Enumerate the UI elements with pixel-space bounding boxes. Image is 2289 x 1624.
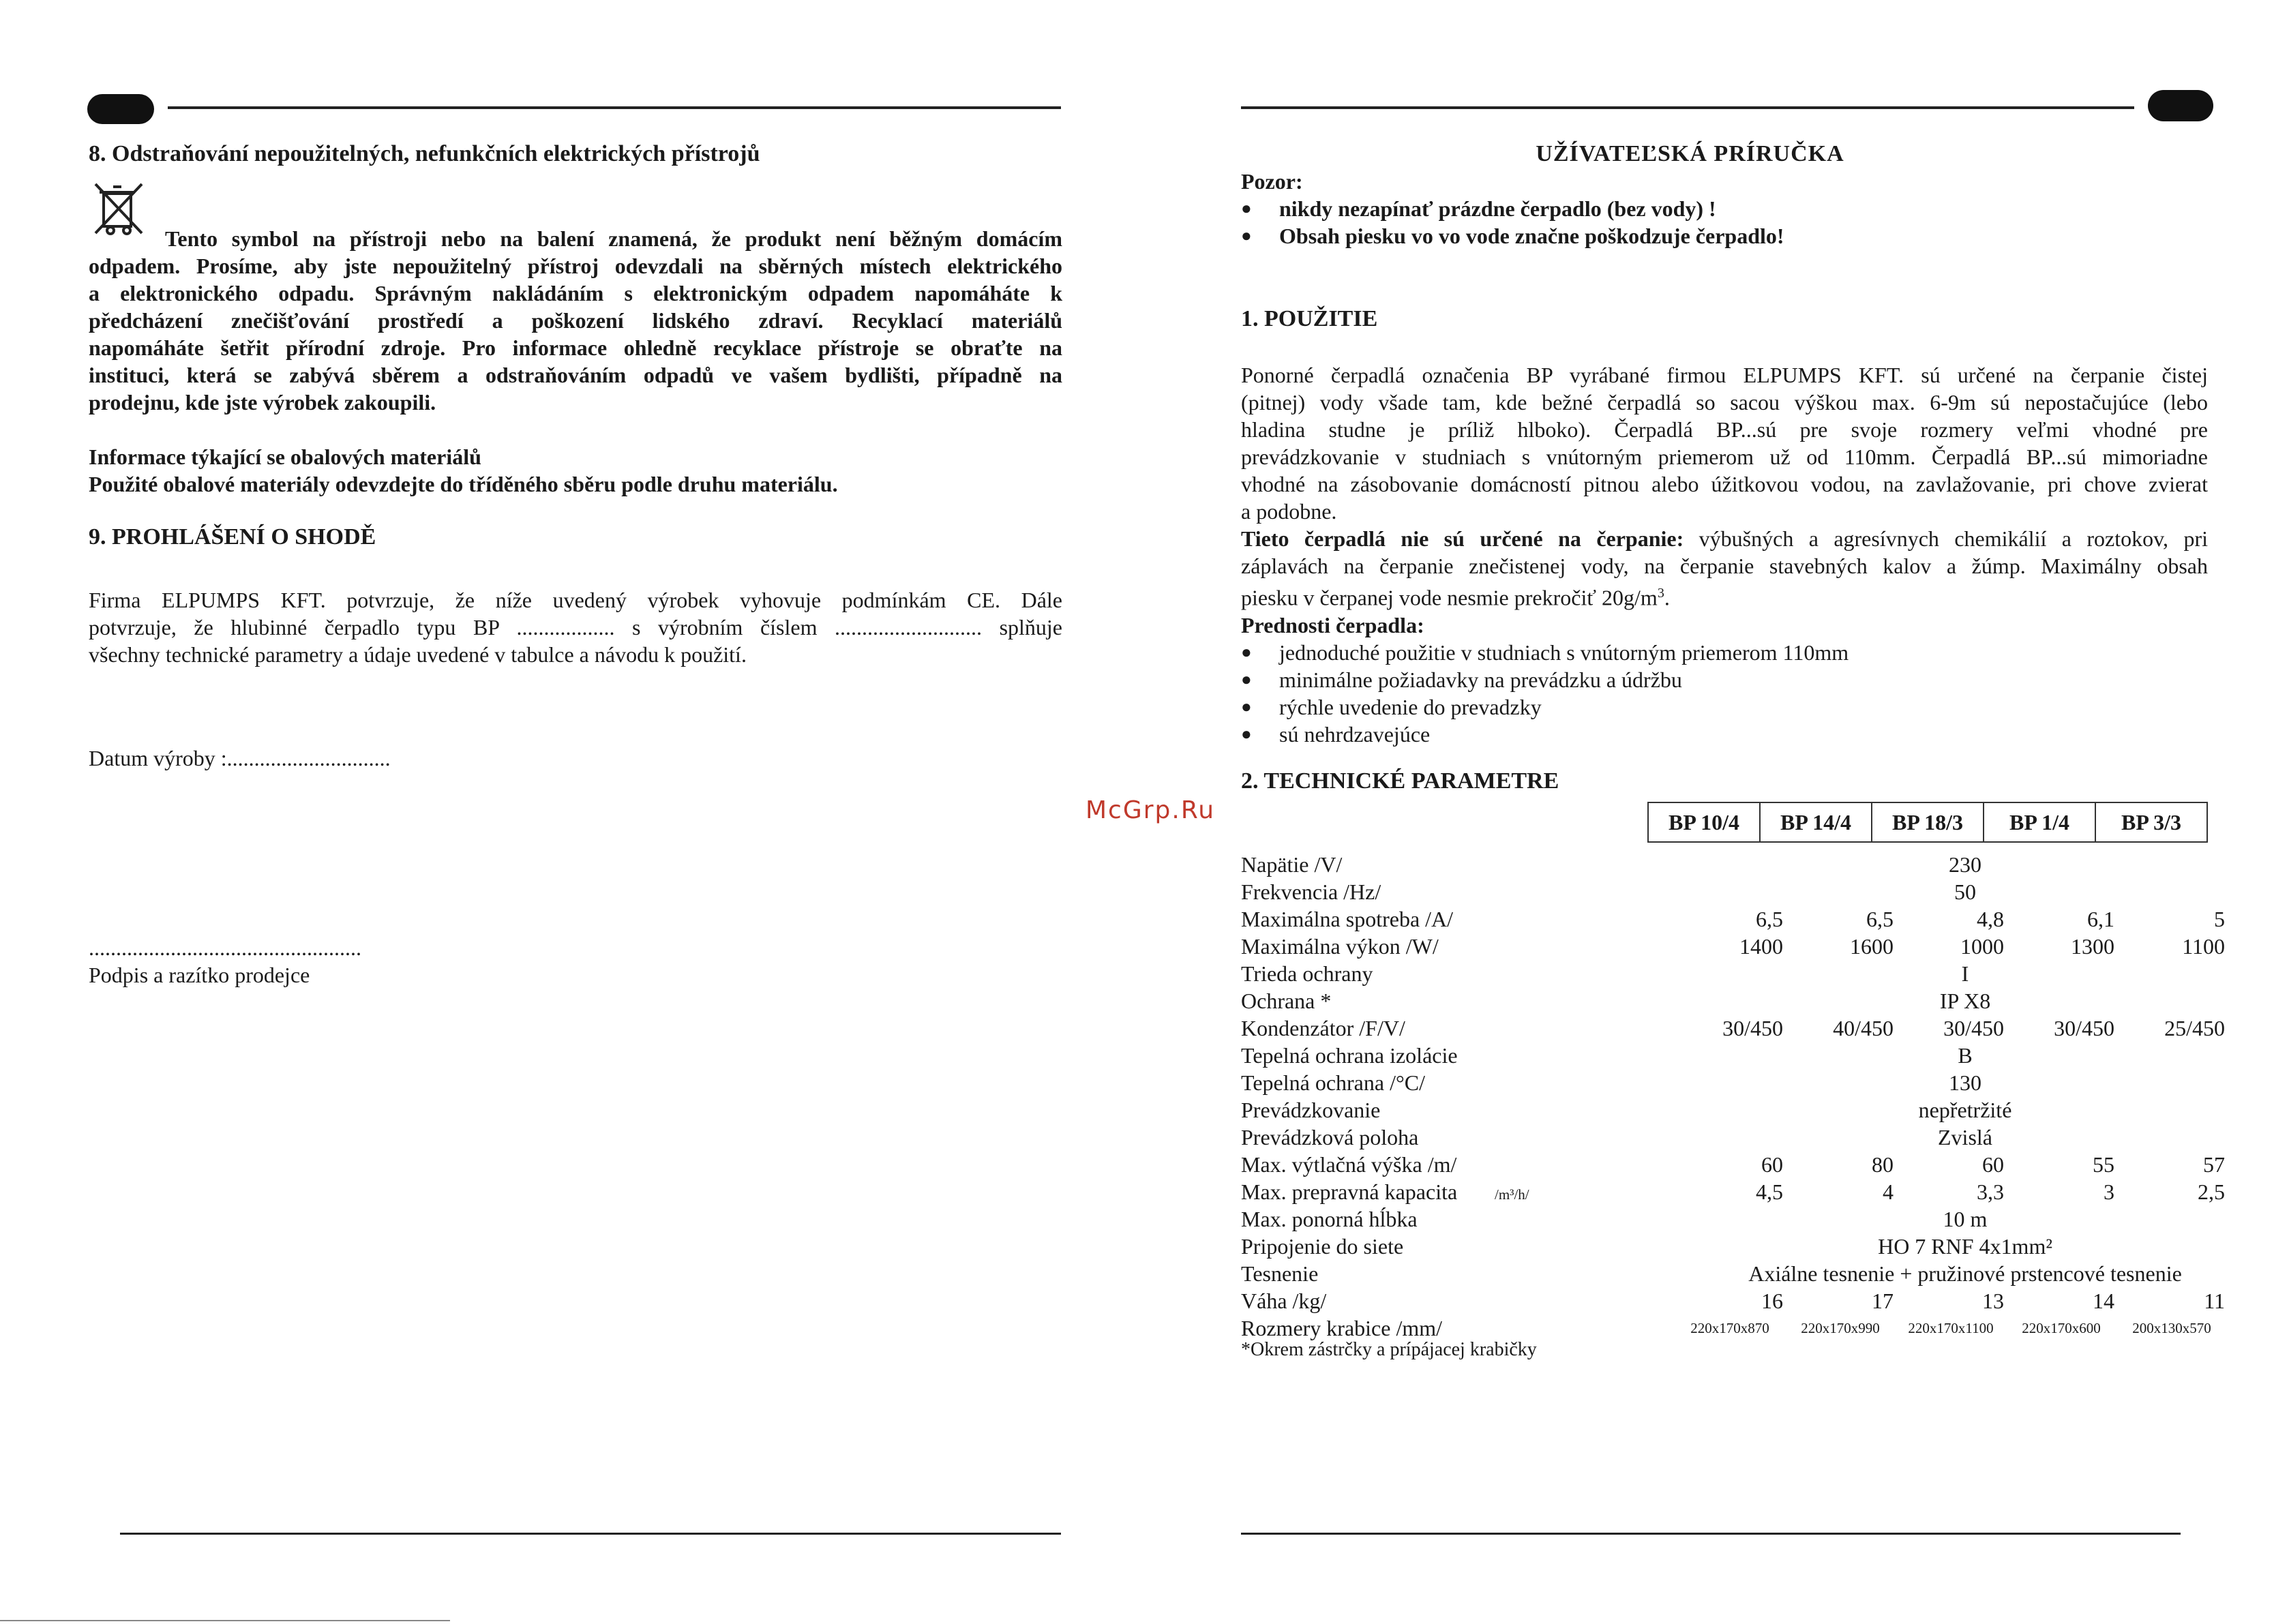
spec-value-all: Zvislá: [1938, 1125, 1992, 1149]
signature-dots: ..................................................: [89, 935, 361, 960]
section-2-heading: 2. TECHNICKÉ PARAMETRE: [1241, 768, 1559, 794]
header-rule-right: [1241, 106, 2134, 109]
spec-label: Max. ponorná hĺbka: [1241, 1207, 1418, 1231]
spec-label: Prevádzková poloha: [1241, 1125, 1419, 1149]
usage-line: prevádzkovanie v studniach s vnútorným priemerom už od 110mm. Čerpadlá BP...sú mimoriadne: [1241, 445, 2208, 469]
packaging-text: Použité obalové materiály odevzdejte do tříděného sběru podle druhu materiálu.: [89, 472, 838, 496]
spec-footnote: *Okrem zástrčky a prípájacej krabičky: [1241, 1339, 1537, 1360]
spec-row: [1241, 1096, 2289, 1124]
advantage-item: ● sú nehrdzavejúce: [1241, 721, 2208, 748]
left-page: [0, 0, 1091, 1624]
spec-value: 1400: [1739, 934, 1783, 959]
spec-value: 25/450: [2164, 1016, 2225, 1040]
spec-value-all: IP X8: [1939, 989, 1991, 1013]
spec-row: [1241, 960, 2289, 987]
spec-label: Maximálna výkon /W/: [1241, 934, 1439, 959]
section-9-line: Firma ELPUMPS KFT. potvrzuje, že níže uvedený výrobek vyhovuje podmínkám CE. Dále: [89, 588, 1062, 612]
section-1-heading: 1. POUŽITIE: [1241, 306, 1378, 331]
spec-row: [1241, 1205, 2289, 1233]
warning-label: Pozor:: [1241, 169, 1303, 194]
spec-value: 6,5: [1866, 907, 1894, 931]
page-marker-right: [2148, 90, 2213, 121]
spec-value-all: 50: [1954, 879, 1976, 904]
spec-value: 3: [2104, 1179, 2114, 1204]
section-8-line: odpadem. Prosíme, aby jste nepoužitelný přístroj odevzdali na sběrných místech elektrického: [89, 254, 1062, 278]
spec-label: Kondenzátor /F/V/: [1241, 1016, 1405, 1040]
spec-value: 6,5: [1756, 907, 1783, 931]
spec-label: Ochrana *: [1241, 989, 1332, 1013]
spec-table-header: [1647, 802, 2208, 843]
warning-block: [1241, 168, 2196, 250]
model-header: BP 14/4: [1761, 803, 1872, 841]
not-for-line: piesku v čerpanej vode nesmie prekročiť $20g/m^3$.: [1241, 585, 1670, 610]
section-9-line: potvrzuje, že hlubinné čerpadlo typu BP .................. s výrobním číslem ........................... splňuje: [89, 615, 1062, 640]
spec-value: 6,1: [2087, 907, 2114, 931]
not-for-line: záplavách na čerpanie znečistenej vody, na čerpanie stavebných kalov a žúmp. Maximálny obsah: [1241, 554, 2208, 578]
spec-row: [1241, 1042, 2289, 1069]
spec-value: 11: [2204, 1289, 2225, 1313]
section-8: [89, 140, 1062, 498]
spec-value: 60: [1761, 1152, 1783, 1177]
spec-value: 30/450: [1943, 1016, 2004, 1040]
spec-value: 4: [1883, 1179, 1894, 1204]
spec-value: 17: [1872, 1289, 1894, 1313]
not-for-title: Tieto čerpadlá nie sú určené na čerpanie:: [1241, 526, 1684, 551]
spec-row: [1241, 933, 2289, 960]
advantage-item: ● jednoduché použitie v studniach s vnútorným priemerom 110mm: [1241, 639, 2208, 666]
usage-line: hladina studne je príliž hlboko). Čerpadlá BP...sú pre svoje rozmery veľmi vhodné pre: [1241, 417, 2208, 442]
section-8-line: předcházení znečišťování prostředí a poškození lidského zdraví. Recyklací materiálů: [89, 308, 1062, 333]
spec-label: Frekvencia /Hz/: [1241, 879, 1381, 904]
spec-value-all: Axiálne tesnenie + pružinové prstencové tesnenie: [1748, 1261, 2182, 1286]
section-8-line: Tento symbol na přístroji nebo na balení znamená, že produkt není běžným domácím: [165, 226, 1062, 251]
crossed-out-bin-icon: [89, 179, 150, 240]
spec-row: [1241, 851, 2289, 878]
spec-value: 220x170x870: [1690, 1320, 1769, 1336]
spec-row: [1241, 1069, 2289, 1096]
spec-table-body: [1241, 851, 2289, 1369]
manual-title: UŽÍVATEĽSKÁ PRÍRUČKA: [1536, 141, 1844, 166]
spec-value: 60: [1982, 1152, 2004, 1177]
section-8-line: prodejnu, kde jste výrobek zakoupili.: [89, 390, 436, 415]
spec-row: [1241, 1151, 2289, 1178]
spec-row: [1241, 987, 2289, 1014]
spec-label: Váha /kg/: [1241, 1289, 1327, 1313]
spec-value: 16: [1761, 1289, 1783, 1313]
spec-value: 55: [2093, 1152, 2114, 1177]
spec-value: 80: [1872, 1152, 1894, 1177]
bottom-edge-rule: [0, 1620, 450, 1621]
spec-value-all: 10 m: [1943, 1207, 1988, 1231]
spec-value: 4,8: [1977, 907, 2004, 931]
spec-value: 220x170x990: [1801, 1320, 1880, 1336]
right-page: [1091, 0, 2289, 1624]
spec-row: [1241, 1178, 2289, 1205]
spec-value: 57: [2203, 1152, 2225, 1177]
spec-label: Tepelná ochrana izolácie: [1241, 1043, 1458, 1068]
advantage-item: ● minimálne požiadavky na prevádzku a údržbu: [1241, 666, 2208, 693]
spec-label: Tepelná ochrana /°C/: [1241, 1070, 1425, 1095]
section-1-body: [1241, 361, 2208, 748]
not-for-line: Tieto čerpadlá nie sú určené na čerpanie: výbušných a agresívnych chemikálií a roztokov, pri: [1241, 526, 2209, 551]
spec-label: Napätie /V/: [1241, 852, 1343, 877]
usage-line: vhodné na zásobovanie domácností pitnou alebo úžitkovou vodou, na zavlažovanie, pri chove zvierat: [1241, 472, 2208, 496]
page-marker-left: [87, 94, 154, 124]
spec-value-all: 230: [1949, 852, 1981, 877]
spec-value: 1300: [2071, 934, 2114, 959]
watermark: McGrp.Ru: [1086, 796, 1216, 824]
date-of-manufacture: Datum výroby :..............................: [89, 746, 391, 770]
advantages-title: Prednosti čerpadla:: [1241, 612, 1424, 637]
spec-row: [1241, 1260, 2289, 1287]
spec-value: 40/450: [1833, 1016, 1894, 1040]
signature-label: Podpis a razítko prodejce: [89, 963, 310, 987]
spec-value: 30/450: [2054, 1016, 2114, 1040]
spec-value: 13: [1982, 1289, 2004, 1313]
packaging-title: Informace týkající se obalových materiálů: [89, 445, 481, 469]
warning-item: ● nikdy nezapínať prázdne čerpadlo (bez vody) !: [1241, 195, 2196, 222]
spec-label: Pripojenie do siete: [1241, 1234, 1404, 1259]
spec-label: Tesnenie: [1241, 1261, 1319, 1286]
spec-value: 4,5: [1756, 1179, 1783, 1204]
usage-line: (pitnej) vody všade tam, kde bežné čerpadlá so sacou výškou max. 6-9m sú nepostačujúce (lebo: [1241, 390, 2208, 415]
spec-value: 1600: [1850, 934, 1894, 959]
spec-value: 1000: [1960, 934, 2004, 959]
spec-row: [1241, 1014, 2289, 1042]
spec-row: [1241, 1124, 2289, 1151]
spec-row: [1241, 878, 2289, 905]
spec-value: 5: [2214, 907, 2225, 931]
spec-row: [1241, 1287, 2289, 1314]
section-9: [89, 524, 1062, 668]
spec-value: 220x170x600: [2022, 1320, 2101, 1336]
model-header: BP 3/3: [2121, 810, 2181, 834]
spec-row: [1241, 905, 2289, 933]
spec-label: Maximálna spotreba /A/: [1241, 907, 1454, 931]
section-8-heading: 8. Odstraňování nepoužitelných, nefunkčních elektrických přístrojů: [89, 141, 760, 166]
spec-value-all: nepřetržité: [1918, 1098, 2012, 1122]
section-8-line: instituci, která se zabývá sběrem a odstraňováním odpadů ve vašem bydlišti, případně na: [89, 363, 1062, 387]
spec-row: [1241, 1233, 2289, 1260]
spec-label: Rozmery krabice /mm/: [1241, 1316, 1443, 1340]
warning-item: ● Obsah piesku vo vo vode značne poškodzuje čerpadlo!: [1241, 222, 2196, 250]
spec-value: 3,3: [1977, 1179, 2004, 1204]
spec-unit: /m³/h/: [1495, 1186, 1529, 1203]
footer-rule-right: [1241, 1533, 2181, 1535]
spec-value: 220x170x1100: [1908, 1320, 1994, 1336]
section-9-heading: 9. PROHLÁŠENÍ O SHODĚ: [89, 524, 376, 550]
spec-label: Prevádzkovanie: [1241, 1098, 1381, 1122]
usage-line: Ponorné čerpadlá označenia BP vyrábané firmou ELPUMPS KFT. sú určené na čerpanie čistej: [1241, 363, 2208, 387]
spec-value: 14: [2093, 1289, 2114, 1313]
spec-label: Trieda ochrany: [1241, 961, 1373, 986]
model-header: BP 10/4: [1649, 803, 1761, 841]
section-9-line: všechny technické parametry a údaje uvedené v tabulce a návodu k použití.: [89, 642, 747, 667]
section-8-line: a elektronického odpadu. Správným nakládáním s elektronickým odpadem napomáháte k: [89, 281, 1062, 305]
spec-value: 1100: [2182, 934, 2225, 959]
model-header: BP 1/4: [1984, 803, 2096, 841]
spec-value: 2,5: [2198, 1179, 2225, 1204]
model-header: BP 18/3: [1872, 803, 1984, 841]
section-8-line: napomáháte šetřit přírodní zdroje. Pro informace ohledně recyklace přístroje se obraťte na: [89, 335, 1062, 360]
spec-value-all: I: [1961, 961, 1969, 986]
spec-value-all: HO 7 RNF 4x1mm²: [1878, 1234, 2052, 1259]
footer-rule-left: [120, 1533, 1061, 1535]
spec-label: Max. prepravná kapacita: [1241, 1179, 1458, 1204]
spec-label: Max. výtlačná výška /m/: [1241, 1152, 1457, 1177]
spec-value: 200x130x570: [2132, 1320, 2211, 1336]
spec-value-all: B: [1958, 1043, 1973, 1068]
spec-value: 30/450: [1722, 1016, 1783, 1040]
spec-value-all: 130: [1949, 1070, 1981, 1095]
advantage-item: ● rýchle uvedenie do prevadzky: [1241, 693, 2208, 721]
header-rule-left: [168, 106, 1061, 109]
usage-line: a podobne.: [1241, 499, 1337, 524]
